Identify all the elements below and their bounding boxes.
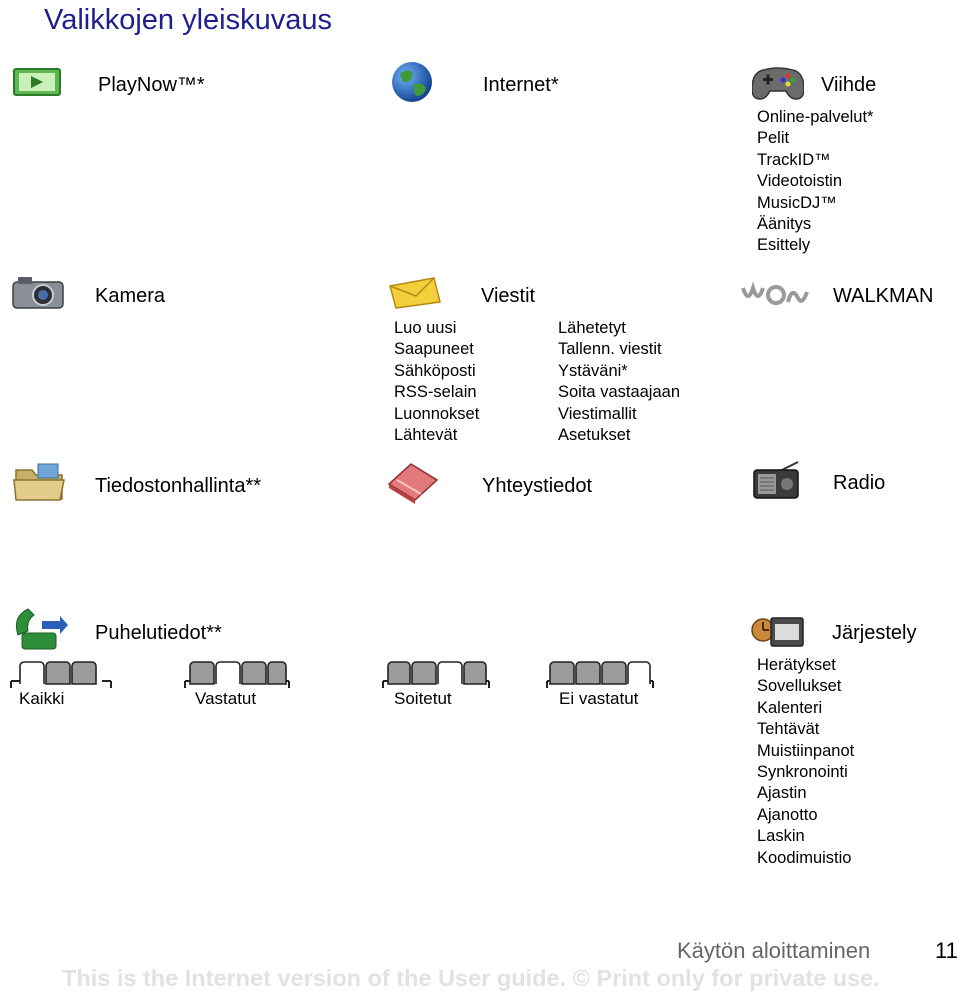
footer-section-title: Käytön aloittaminen <box>677 938 871 963</box>
list-item[interactable]: Herätykset <box>757 656 836 674</box>
list-item[interactable]: Ajastin <box>757 784 807 803</box>
list-item[interactable]: Luo uusi <box>394 319 457 337</box>
list-item[interactable]: Laskin <box>757 827 805 846</box>
list-item[interactable]: Sähköposti <box>394 361 476 380</box>
list-item[interactable]: Äänitys <box>757 215 812 234</box>
menu-internet[interactable]: Internet* <box>483 74 559 96</box>
page-title: Valikkojen yleiskuvaus <box>44 4 332 36</box>
list-item[interactable]: Videotoistin <box>757 172 843 191</box>
menu-puhelutiedot[interactable]: Puhelutiedot** <box>95 622 222 644</box>
list-item[interactable]: Lähtevät <box>394 426 458 445</box>
list-item[interactable]: Pelit <box>757 129 790 148</box>
tabs-missed-indicator-icon <box>546 660 654 690</box>
folder-icon <box>12 460 68 504</box>
tab-vastatut[interactable]: Vastatut <box>195 689 257 708</box>
gamepad-icon <box>752 63 804 101</box>
list-item[interactable]: Muistiinpanot <box>757 741 855 760</box>
camera-icon <box>10 274 66 312</box>
list-item[interactable]: Tallenn. viestit <box>558 340 662 359</box>
list-item[interactable]: Sovellukset <box>757 677 842 696</box>
viestit-submenu-left <box>394 318 479 446</box>
tab-ei-vastatut[interactable]: Ei vastatut <box>559 689 639 708</box>
menu-tiedostonhallinta[interactable]: Tiedostonhallinta** <box>95 475 262 497</box>
jarjestely-submenu <box>757 655 854 869</box>
menu-jarjestely[interactable]: Järjestely <box>832 622 917 644</box>
list-item[interactable]: Viestimallit <box>558 404 637 423</box>
menu-yhteystiedot[interactable]: Yhteystiedot <box>482 475 593 497</box>
disclaimer-watermark: This is the Internet version of the User guide. © Print only for private use. <box>62 965 880 991</box>
contacts-book-icon <box>385 460 441 504</box>
list-item[interactable]: Kalenteri <box>757 698 823 717</box>
radio-icon <box>752 460 802 502</box>
tabs-all-indicator-icon <box>10 660 112 690</box>
organizer-icon <box>749 608 805 650</box>
globe-icon <box>390 60 434 104</box>
list-item[interactable]: Esittely <box>757 236 811 255</box>
menu-viihde[interactable]: Viihde <box>821 74 877 96</box>
menu-viestit[interactable]: Viestit <box>481 285 536 307</box>
menu-playnow[interactable]: PlayNow™* <box>98 74 205 96</box>
list-item[interactable]: Koodimuistio <box>757 848 852 867</box>
list-item[interactable]: RSS-selain <box>394 383 477 402</box>
list-item[interactable]: Saapuneet <box>394 340 474 359</box>
list-item[interactable]: Tehtävät <box>757 720 820 739</box>
list-item[interactable]: Synkronointi <box>757 763 848 782</box>
tab-soitetut[interactable]: Soitetut <box>394 689 452 708</box>
list-item[interactable]: Soita vastaajaan <box>558 383 681 402</box>
viihde-submenu <box>757 107 873 257</box>
list-item[interactable]: TrackID™ <box>757 150 831 169</box>
list-item[interactable]: Asetukset <box>558 426 631 445</box>
list-item[interactable]: Online-palvelut* <box>757 108 874 126</box>
playnow-icon <box>12 66 62 98</box>
tab-kaikki[interactable]: Kaikki <box>19 689 65 708</box>
list-item[interactable]: MusicDJ™ <box>757 193 837 212</box>
list-item[interactable]: Ajanotto <box>757 805 818 824</box>
menu-kamera[interactable]: Kamera <box>95 285 166 307</box>
phone-icon <box>10 605 68 651</box>
list-item[interactable]: Ystäväni* <box>558 361 628 380</box>
tabs-answered-indicator-icon <box>184 660 290 690</box>
menu-radio[interactable]: Radio <box>833 472 886 494</box>
list-item[interactable]: Luonnokset <box>394 404 480 423</box>
list-item[interactable]: Lähetetyt <box>558 319 626 337</box>
page-number: 11 <box>935 938 958 963</box>
menu-walkman[interactable]: WALKMAN <box>833 285 934 307</box>
envelope-icon <box>386 276 442 310</box>
viestit-submenu-right <box>558 318 680 446</box>
walkman-icon <box>740 280 810 310</box>
tabs-dialed-indicator-icon <box>382 660 490 690</box>
